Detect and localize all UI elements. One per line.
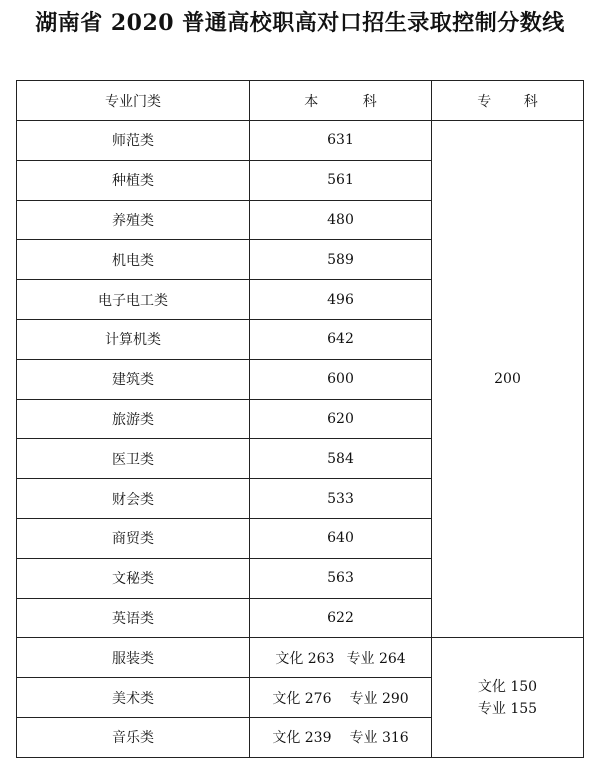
benke-art-score-cell <box>250 678 432 718</box>
category-cell: 文秘类 <box>17 558 250 598</box>
header-benke <box>250 81 432 121</box>
category-cell: 养殖类 <box>17 200 250 240</box>
wenhua-score: 文化 239 <box>272 730 332 747</box>
zhuanke-score-cell-group2 <box>432 638 584 757</box>
zhuanke-wenhua-score: 文化 150 <box>477 678 538 695</box>
category-cell: 建筑类 <box>17 359 250 399</box>
category-cell: 电子电工类 <box>17 280 250 320</box>
category-cell: 医卫类 <box>17 439 250 479</box>
zhuanke-zhuanye-score: 专业 155 <box>477 700 538 717</box>
benke-score-cell: 622 <box>250 598 432 638</box>
benke-score-cell: 642 <box>250 319 432 359</box>
benke-score-cell: 631 <box>250 121 432 161</box>
benke-art-score-cell <box>250 717 432 757</box>
category-cell: 音乐类 <box>17 717 250 757</box>
table-row <box>17 638 584 678</box>
table-header-row <box>17 81 584 121</box>
category-cell: 英语类 <box>17 598 250 638</box>
zhuanye-score: 专业 290 <box>349 690 409 707</box>
benke-score-cell: 480 <box>250 200 432 240</box>
benke-score-cell: 600 <box>250 359 432 399</box>
benke-score-cell: 620 <box>250 399 432 439</box>
header-zhuanke <box>432 81 584 121</box>
category-cell: 师范类 <box>17 121 250 161</box>
benke-score-cell: 561 <box>250 160 432 200</box>
table-row <box>17 121 584 161</box>
category-cell: 种植类 <box>17 160 250 200</box>
wenhua-score: 文化 276 <box>272 690 332 707</box>
category-cell: 服装类 <box>17 638 250 678</box>
benke-score-cell: 496 <box>250 280 432 320</box>
zhuanye-score: 专业 316 <box>349 730 409 747</box>
benke-score-cell: 640 <box>250 518 432 558</box>
category-cell: 机电类 <box>17 240 250 280</box>
wenhua-score: 文化 263 <box>275 650 335 667</box>
category-cell: 旅游类 <box>17 399 250 439</box>
category-cell: 商贸类 <box>17 518 250 558</box>
header-category: 专业门类 <box>17 81 250 121</box>
header-benke-label: 本 科 <box>304 93 377 110</box>
page-title: 湖南省 2020 普通高校职高对口招生录取控制分数线 <box>35 10 565 36</box>
zhuanke-score-cell-group1: 200 <box>432 121 584 638</box>
benke-score-cell: 584 <box>250 439 432 479</box>
benke-art-score-cell <box>250 638 432 678</box>
zhuanye-score: 专业 264 <box>346 650 406 667</box>
category-cell: 财会类 <box>17 479 250 519</box>
benke-score-cell: 533 <box>250 479 432 519</box>
score-table <box>16 80 584 758</box>
benke-score-cell: 589 <box>250 240 432 280</box>
benke-score-cell: 563 <box>250 558 432 598</box>
category-cell: 美术类 <box>17 678 250 718</box>
header-zhuanke-label: 专 科 <box>477 93 538 110</box>
category-cell: 计算机类 <box>17 319 250 359</box>
